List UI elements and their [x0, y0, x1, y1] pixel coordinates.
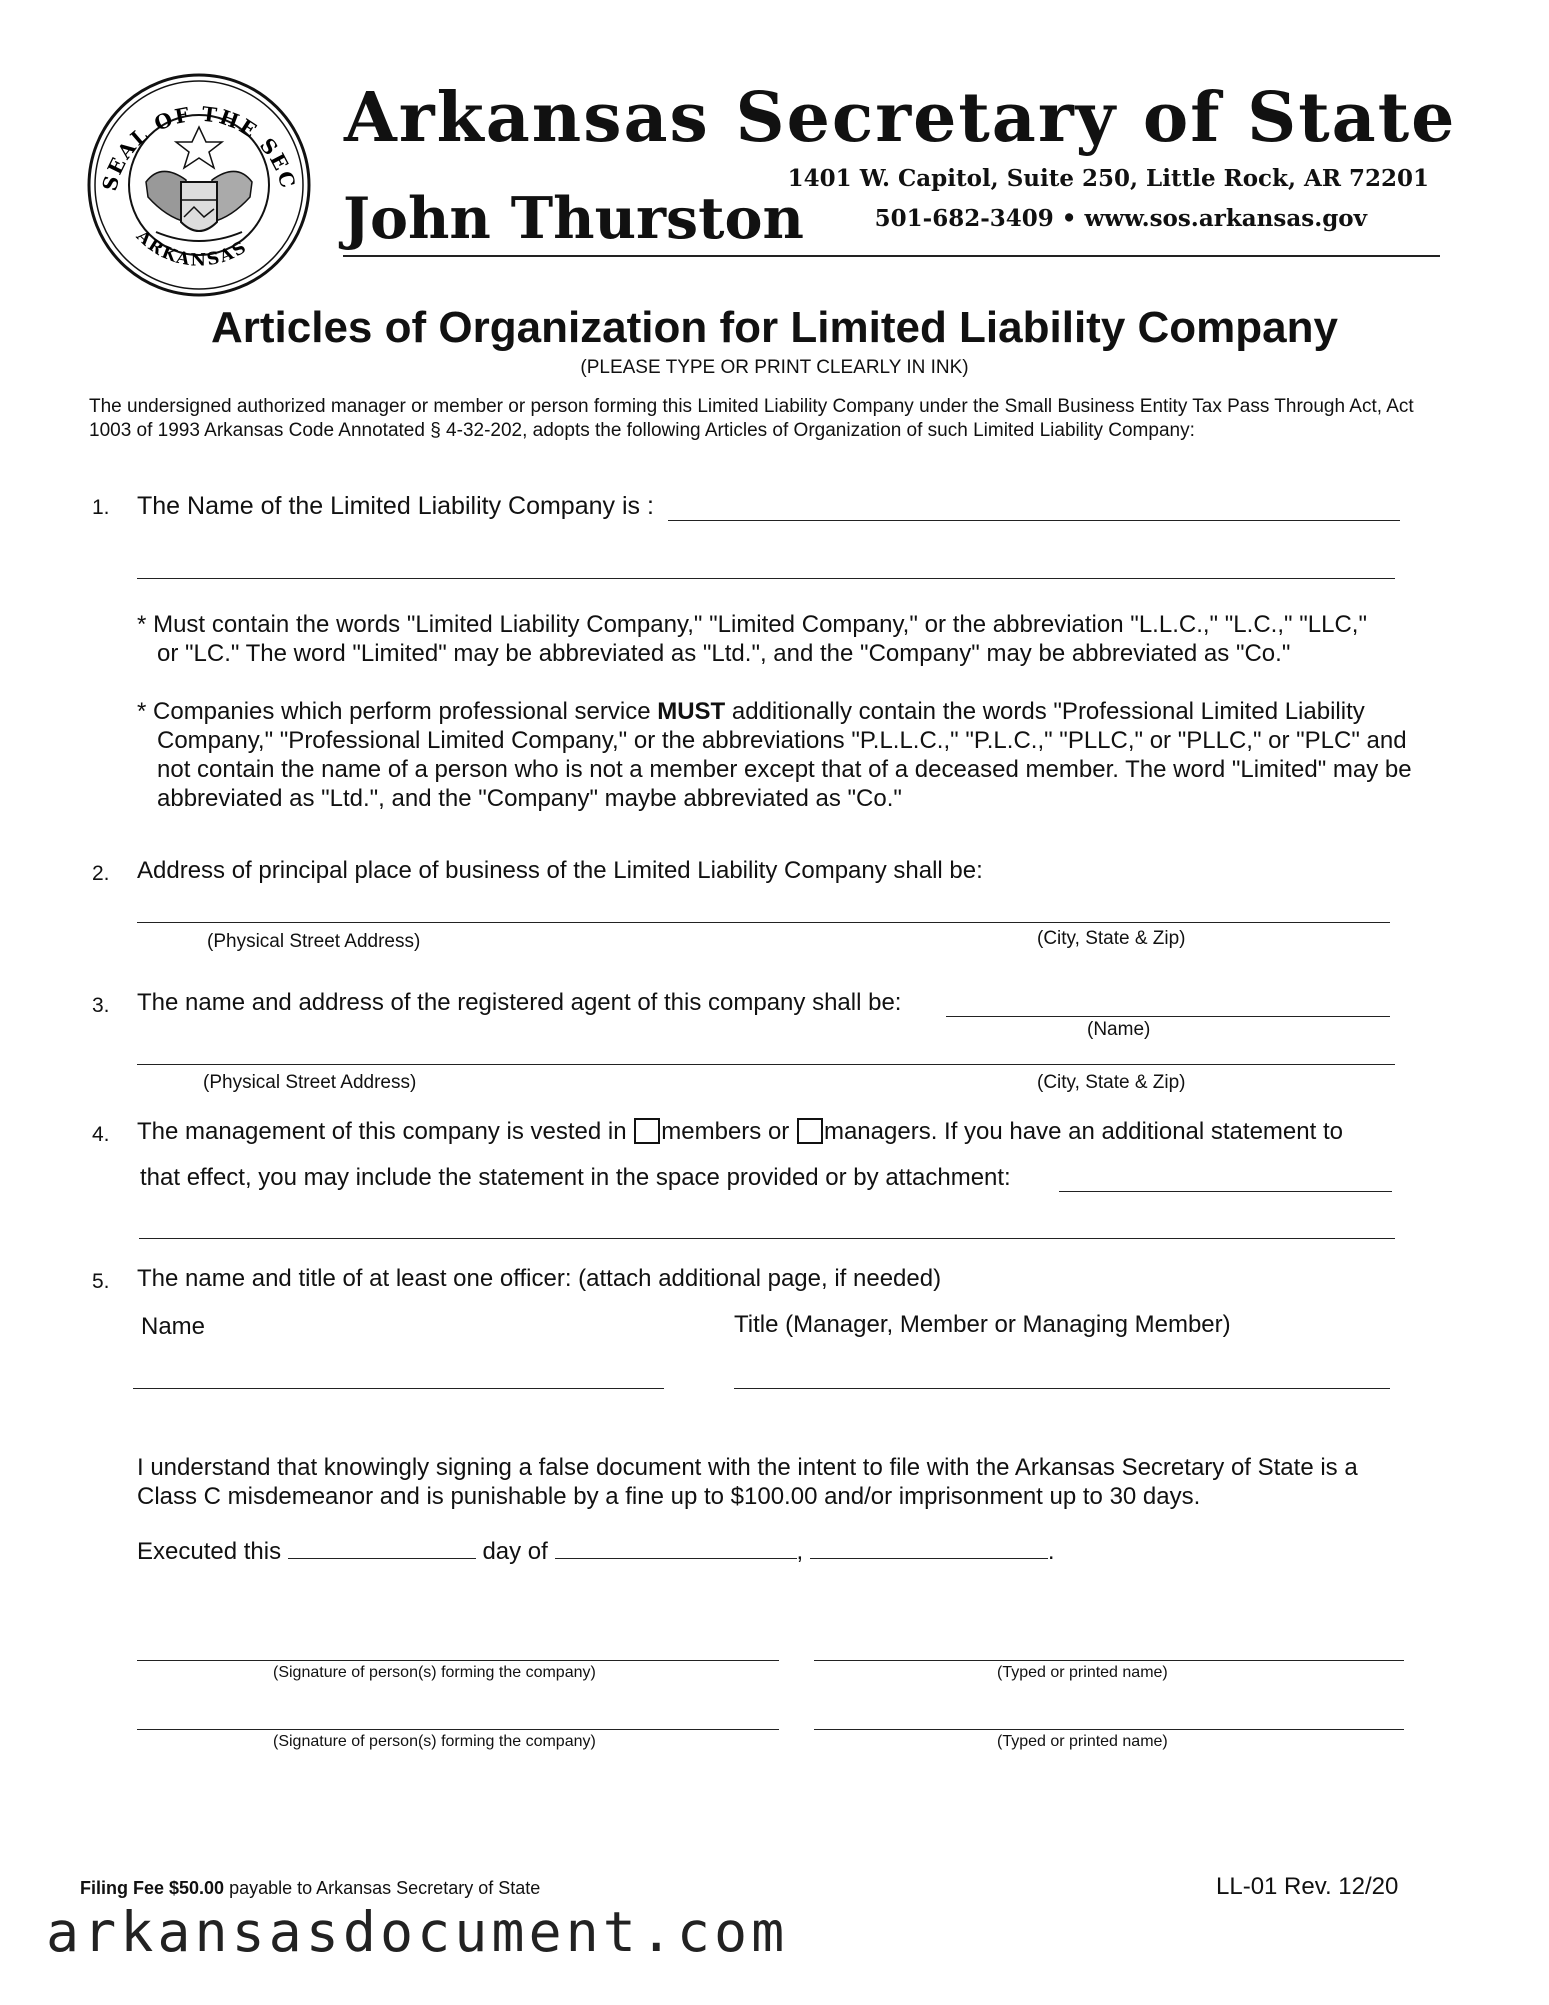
officer-title-header: Title (Manager, Member or Managing Member) [734, 1311, 1231, 1338]
item-3-street-caption: (Physical Street Address) [203, 1072, 417, 1093]
filing-fee [80, 1878, 540, 1899]
filing-fee-amount: Filing Fee $50.00 [80, 1878, 225, 1898]
executed-line: Executed this day of , . [137, 1538, 1055, 1565]
form-subtitle: (PLEASE TYPE OR PRINT CLEARLY IN INK) [580, 357, 969, 378]
seal-text-top: SEAL OF THE SEC [97, 101, 301, 194]
item-5-label: The name and title of at least one officer: (attach additional page, if needed) [137, 1265, 942, 1292]
printed-name-caption-1: (Typed or printed name) [997, 1664, 1168, 1681]
execution-day-field[interactable] [288, 1538, 476, 1559]
filing-fee-payee: payable to Arkansas Secretary of State [224, 1878, 541, 1898]
item-3-number: 3. [92, 994, 110, 1017]
members-checkbox[interactable] [634, 1118, 660, 1144]
item-1-number: 1. [92, 496, 110, 519]
managers-checkbox[interactable] [797, 1118, 823, 1144]
execution-month-field[interactable] [555, 1538, 797, 1559]
item-4-text-b: that effect, you may include the statement in the space provided or by attachment: [140, 1164, 1011, 1191]
officer-name-field[interactable] [133, 1388, 664, 1389]
state-seal [86, 72, 312, 298]
declaration-text: I understand that knowingly signing a false document with the intent to file with the Arkansas Secretary of State is a Class C misdemeanor and is punishable by a fine up to $100.00 and/or imprisonment up to 30 days. [137, 1454, 1358, 1510]
office-contact: 501-682-3409 • www.sos.arkansas.gov [874, 205, 1367, 232]
item-2-street-caption: (Physical Street Address) [207, 931, 421, 952]
header-rule [343, 255, 1440, 257]
signature-caption-2: (Signature of person(s) forming the company) [273, 1733, 596, 1750]
day-of-text: day of [482, 1538, 548, 1565]
form-title: Articles of Organization for Limited Liability Company [210, 303, 1338, 352]
form-intro: The undersigned authorized manager or member or person forming this Limited Liability Company under the Small Business Entity Tax Pass Through Act, Act 1003 of 1993 Arkansas Code Annotated § 4-32-202, adopts the following Articles of Organization of such Limited Liability Company: [89, 396, 1414, 441]
office-address: 1401 W. Capitol, Suite 250, Little Rock, AR 72201 [787, 165, 1429, 192]
item-3-city-caption: (City, State & Zip) [1037, 1072, 1186, 1093]
signature-caption-1: (Signature of person(s) forming the company) [273, 1664, 596, 1681]
item-2-city-caption: (City, State & Zip) [1037, 928, 1186, 949]
management-statement-field-line-2[interactable] [139, 1238, 1395, 1239]
managers-option-label: managers. If you have an additional statement to [823, 1118, 1343, 1145]
item-2-label: Address of principal place of business of the Limited Liability Company shall be: [137, 857, 983, 884]
members-option-label: members or [661, 1118, 790, 1145]
registered-agent-name-field[interactable] [946, 1016, 1390, 1017]
printed-name-field-1[interactable] [814, 1660, 1404, 1661]
company-name-field-line-2[interactable] [137, 578, 1395, 579]
item-1-note-1: * Must contain the words "Limited Liability Company," "Limited Company," or the abbreviation "L.L.C.," "L.C.," "LLC," or "LC." The word "Limited" may be abbreviated as "Ltd.", and the "Company" may be abbreviated as "Co." [137, 611, 1367, 667]
item-1-label: The Name of the Limited Liability Company is : [137, 492, 654, 520]
signature-field-2[interactable] [137, 1729, 779, 1730]
item-3-name-caption: (Name) [1087, 1019, 1151, 1040]
item-4-text-a: The management of this company is vested in [137, 1118, 627, 1145]
item-2-number: 2. [92, 862, 110, 885]
execution-year-field[interactable] [810, 1538, 1048, 1559]
company-name-field[interactable] [668, 520, 1400, 521]
item-1-note-2-pre: * Companies which perform professional service [137, 698, 658, 725]
executed-this-text: Executed this [137, 1538, 282, 1565]
agency-name: Arkansas Secretary of State [344, 78, 1457, 158]
printed-name-field-2[interactable] [814, 1729, 1404, 1730]
officer-title-field[interactable] [734, 1388, 1390, 1389]
registered-agent-address-field[interactable] [137, 1064, 1395, 1065]
item-3-label: The name and address of the registered agent of this company shall be: [137, 989, 902, 1016]
official-name: John Thurston [343, 185, 804, 252]
signature-field-1[interactable] [137, 1660, 779, 1661]
item-1-note-2 [137, 697, 1435, 813]
item-1-note-2-post: additionally contain the words "Professional Limited Liability Company," "Professional Limited Company," or the abbreviations "P.L.L.C.," "P.L.C.," "PLLC," or "PLLC," or "PLC" and not contain the name of a person who is not a member except that of a deceased member. The word "Limited" may be abbreviated as "Ltd.", and the "Company" maybe abbreviated as "Co." [157, 698, 1412, 812]
svg-text:ARKANSAS [131, 226, 251, 271]
item-1-note-2-bold: MUST [657, 698, 726, 725]
watermark: arkansasdocument.com [46, 1900, 789, 1964]
principal-address-field[interactable] [137, 922, 1390, 923]
item-5-number: 5. [92, 1270, 110, 1293]
seal-text-bottom: ARKANSAS [132, 226, 252, 271]
item-4-number: 4. [92, 1123, 110, 1146]
form-code: LL-01 Rev. 12/20 [1216, 1873, 1399, 1900]
printed-name-caption-2: (Typed or printed name) [997, 1733, 1168, 1750]
item-4-line-1 [137, 1118, 1343, 1146]
management-statement-field[interactable] [1059, 1191, 1392, 1192]
date-comma: , [796, 1538, 804, 1565]
officer-name-header: Name [141, 1313, 206, 1340]
